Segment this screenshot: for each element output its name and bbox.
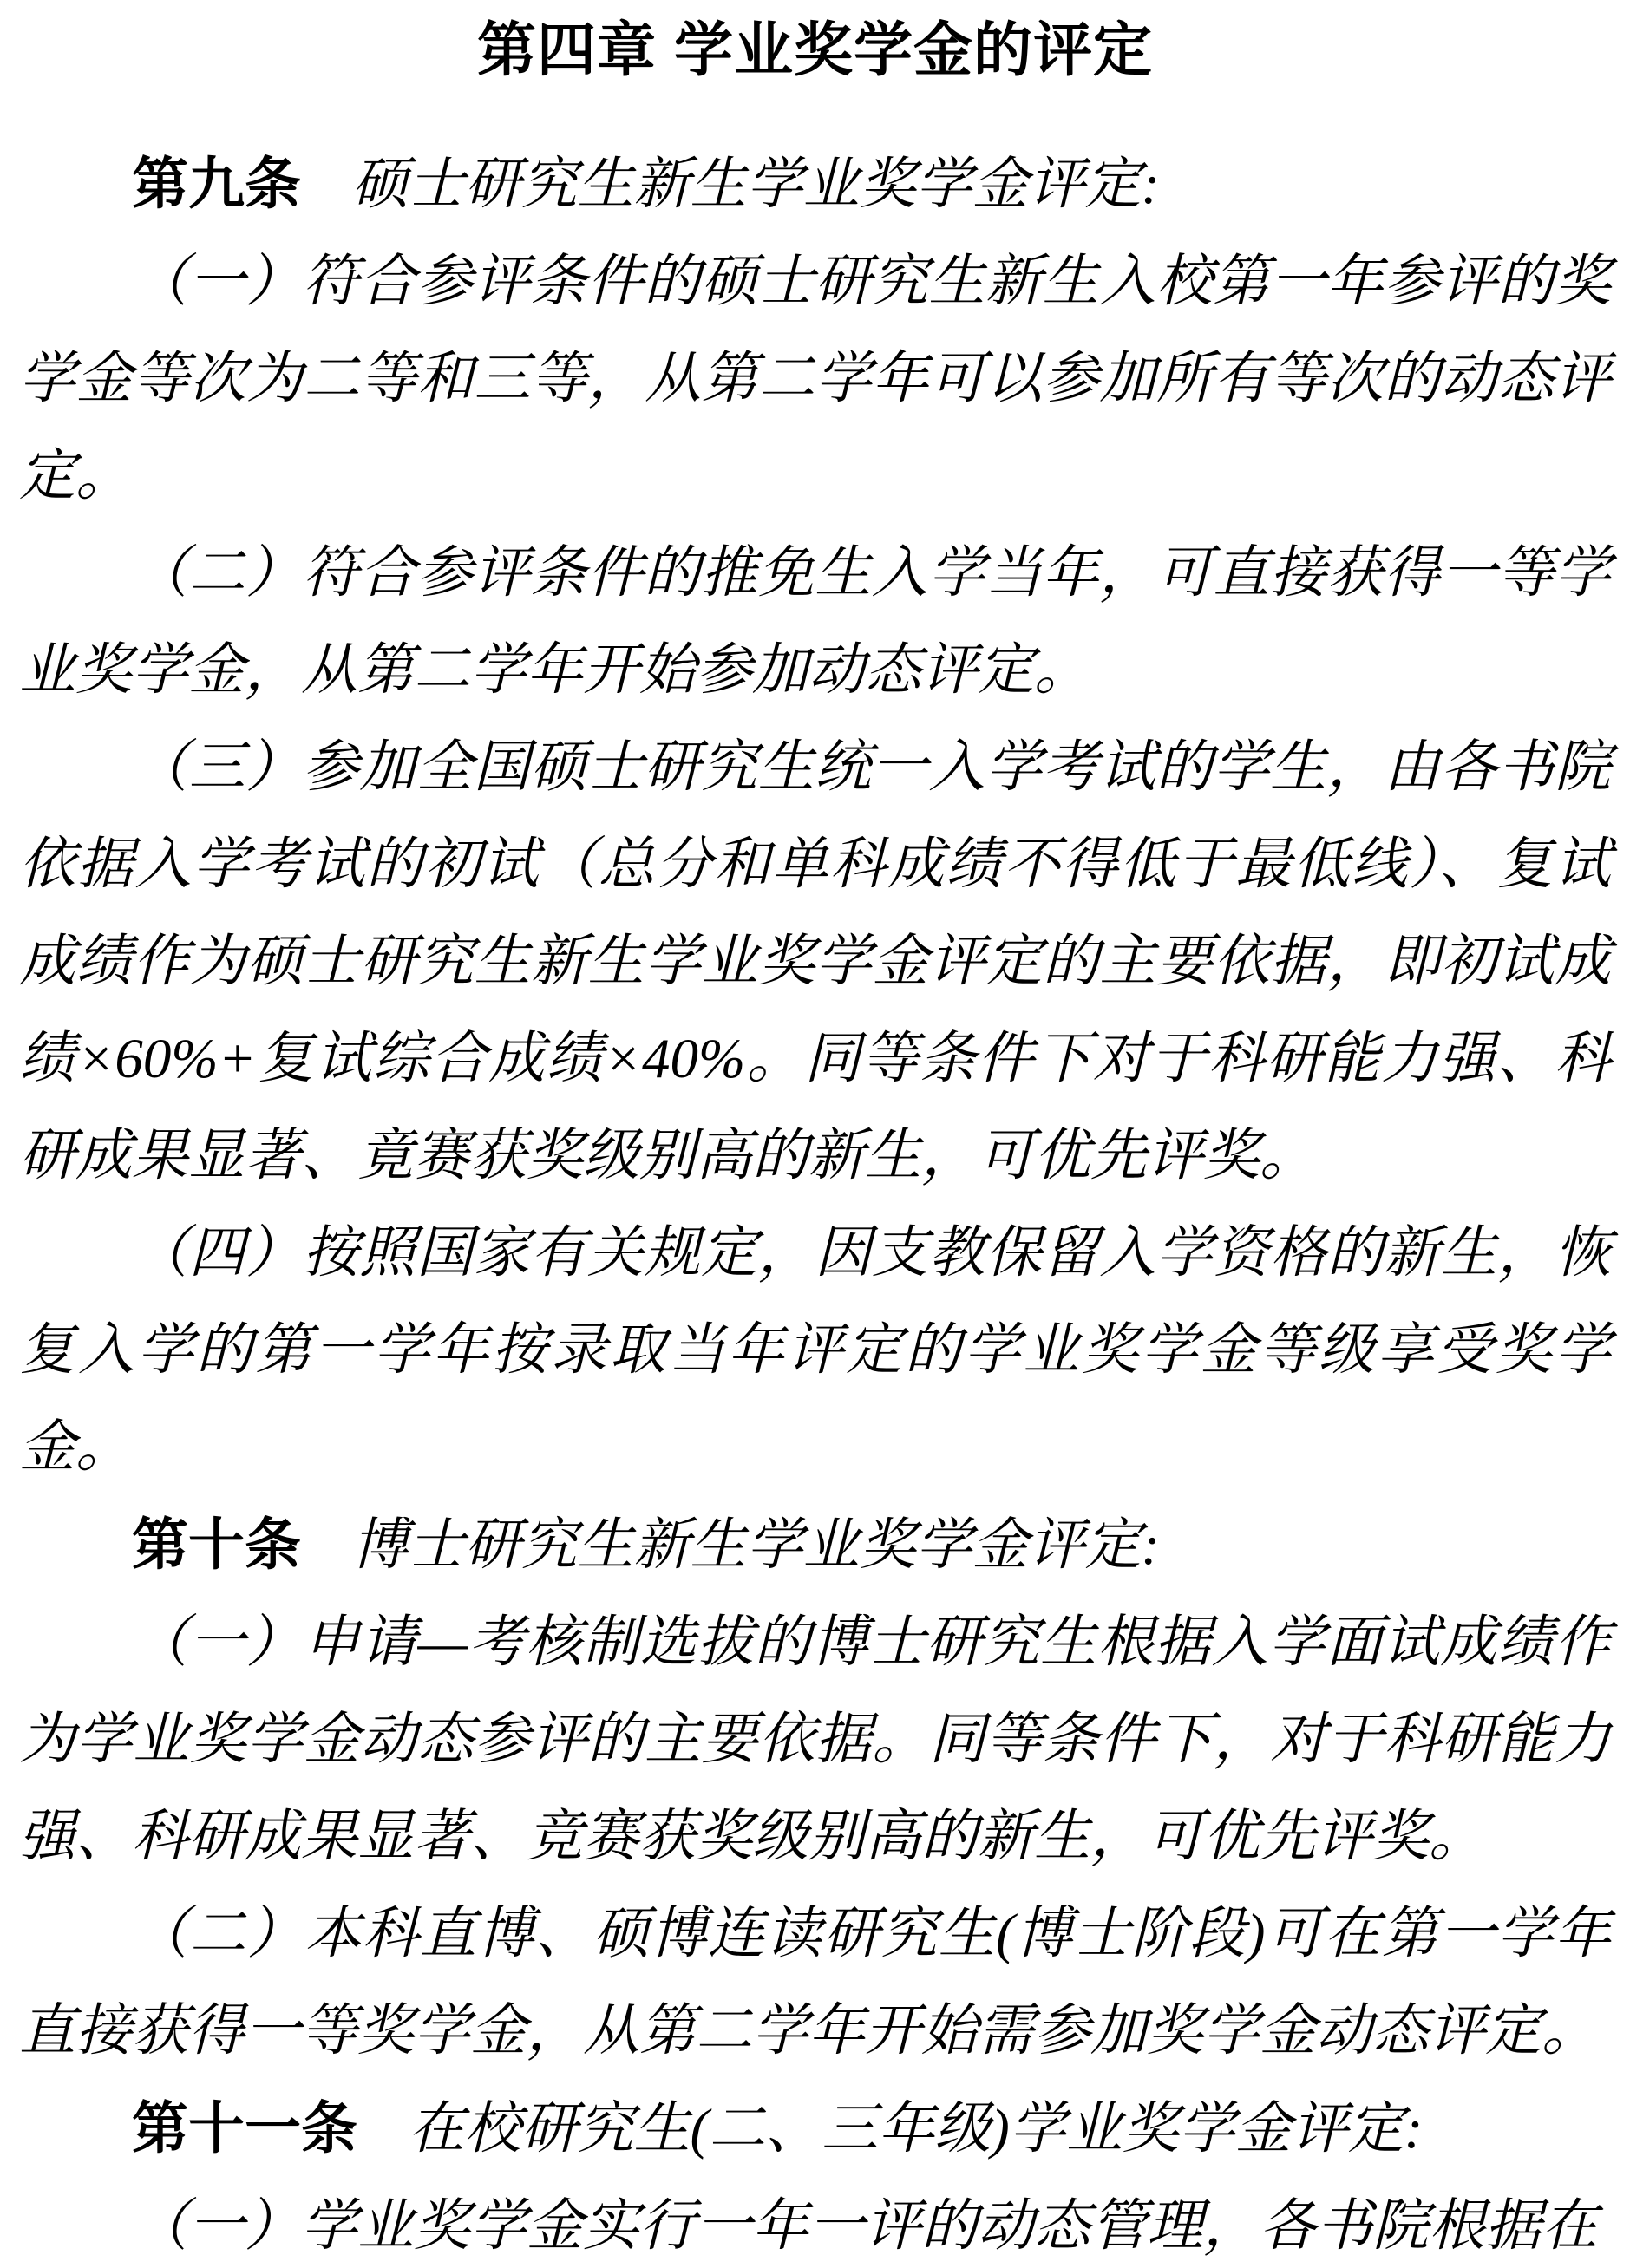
article-9-item-3: （三）参加全国硕士研究生统一入学考试的学生，由各书院依据入学考试的初试（总分和单科成绩不得低于最低线）、复试成绩作为硕士研究生新生学业奖学金评定的主要依据，即初试成绩×60%+复试综合成绩×40%。同等条件下对于科研能力强、科研成果显著、竟赛获奖级别高的新生，可优先评奖。	[19, 736, 1611, 1187]
article-10-item-2: （二）本科直博、硕博连读研究生(博士阶段)可在第一学年直接获得一等奖学金，从第二学年开始需参加奖学金动态评定。	[19, 1903, 1611, 2062]
article-11-number: 第十一条	[132, 2096, 358, 2160]
article-10-item-1: （一）申请—考核制选拔的博士研究生根据入学面试成绩作为学业奖学金动态参评的主要依据。同等条件下，对于科研能力强、科研成果显著、竞赛获奖级别高的新生，可优先评奖。	[19, 1611, 1611, 1868]
article-11-heading-text: 在校研究生(二、三年级)学业奖学金评定:	[408, 2098, 1424, 2160]
chapter-title: 第四章 学业奖学金的评定	[477, 17, 1153, 83]
article-10-heading	[19, 1496, 1611, 1594]
article-9-number: 第九条	[132, 152, 302, 215]
article-9-item-1: （一）符合参评条件的硕士研究生新生入校第一年参评的奖学金等次为二等和三等，从第二学年可以参加所有等次的动态评定。	[19, 251, 1611, 507]
article-11-heading	[19, 2080, 1611, 2178]
article-11-item-1: （一）学业奖学金实行一年一评的动态管理，各书院根据在	[132, 2195, 1599, 2258]
article-9-heading-text: 硕士研究生新生学业奖学金评定:	[351, 154, 1161, 216]
article-9-heading	[19, 135, 1611, 233]
article-9-item-2: （二）符合参评条件的推免生入学当年，可直接获得一等学业奖学金，从第二学年开始参加动态评定。	[19, 542, 1611, 702]
article-10-number: 第十条	[132, 1513, 302, 1576]
article-10-heading-text: 博士研究生新生学业奖学金评定:	[351, 1514, 1161, 1577]
article-9-item-4: （四）按照国家有关规定，因支教保留入学资格的新生，恢复入学的第一学年按录取当年评定的学业奖学金等级享受奖学金。	[19, 1222, 1611, 1479]
